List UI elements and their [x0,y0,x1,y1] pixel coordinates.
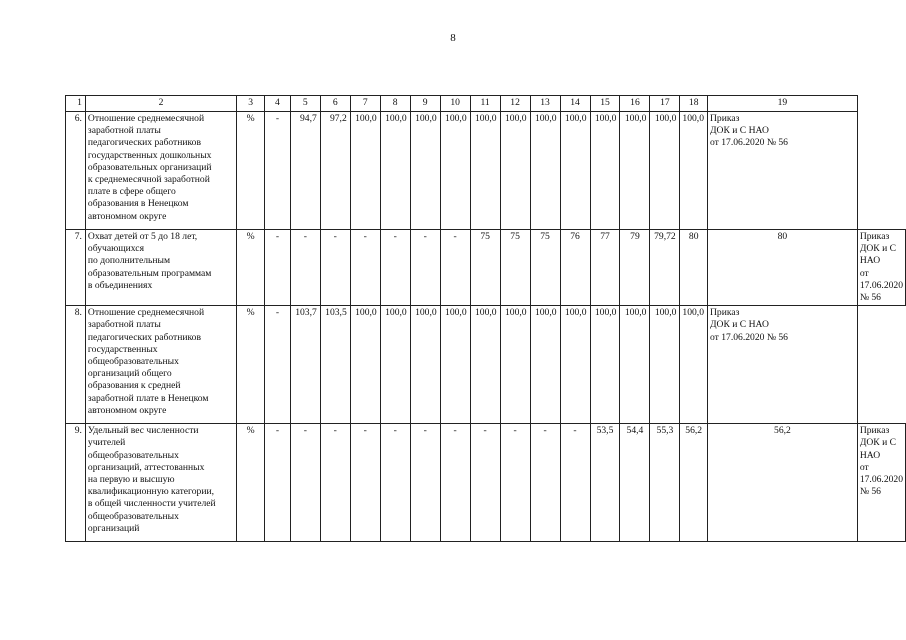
row-number: 9. [66,424,86,542]
header-cell: 10 [440,96,470,112]
unit-cell: % [237,424,265,542]
value-cell: 76 [560,230,590,306]
value-cell: 100,0 [380,112,410,230]
indicator-name: Охват детей от 5 до 18 лет, обучающихся по дополнительным образовательным программам в объединениях [85,230,236,306]
header-cell: 5 [290,96,320,112]
indicator-name: Удельный вес численности учителей общеобразовательных организаций, аттестованных на первую и высшую квалификационную категории, в общей численности учителей общеобразовательных организаций [85,424,236,542]
value-cell: 100,0 [680,306,708,424]
value-cell: - [265,112,291,230]
header-cell: 11 [470,96,500,112]
value-cell: - [410,230,440,306]
page-number: 8 [450,32,456,44]
indicator-name: Отношение среднемесячной заработной платы педагогических работников государственных общеобразовательных организаций общего образования к средней заработной плате в Ненецком автономном округе [85,306,236,424]
value-cell: 100,0 [410,306,440,424]
value-cell: 100,0 [440,112,470,230]
value-cell: - [265,424,291,542]
value-cell: 100,0 [560,306,590,424]
value-cell: 100,0 [590,306,620,424]
value-cell: - [320,230,350,306]
value-cell: 100,0 [350,112,380,230]
value-cell: 100,0 [620,306,650,424]
value-cell: 100,0 [380,306,410,424]
unit-cell: % [237,306,265,424]
table-row [66,306,906,424]
value-cell: 53,5 [590,424,620,542]
header-cell: 2 [85,96,236,112]
value-cell: 80 [708,230,858,306]
value-cell: 97,2 [320,112,350,230]
header-cell: 8 [380,96,410,112]
header-cell: 3 [237,96,265,112]
row-number: 8. [66,306,86,424]
value-cell: 100,0 [500,306,530,424]
value-cell: 100,0 [560,112,590,230]
value-cell: 100,0 [530,306,560,424]
value-cell: - [410,424,440,542]
value-cell: 56,2 [708,424,858,542]
value-cell: 100,0 [350,306,380,424]
header-row [66,96,906,112]
value-cell: 94,7 [290,112,320,230]
value-cell: - [350,230,380,306]
header-cell: 9 [410,96,440,112]
value-cell: - [290,424,320,542]
value-cell: - [380,424,410,542]
value-cell: 100,0 [530,112,560,230]
header-cell: 7 [350,96,380,112]
table-row [66,112,906,230]
value-cell: 79,72 [650,230,680,306]
value-cell: 75 [470,230,500,306]
value-cell: 100,0 [590,112,620,230]
value-cell: 100,0 [470,306,500,424]
value-cell: 77 [590,230,620,306]
source-cell: Приказ ДОК и С НАО от 17.06.2020 № 56 [708,306,858,424]
value-cell: 100,0 [470,112,500,230]
table-row [66,230,906,306]
value-cell: 100,0 [410,112,440,230]
value-cell: - [530,424,560,542]
row-number: 7. [66,230,86,306]
value-cell: - [500,424,530,542]
value-cell: 55,3 [650,424,680,542]
value-cell: - [290,230,320,306]
value-cell: - [470,424,500,542]
header-cell: 15 [590,96,620,112]
value-cell: 80 [680,230,708,306]
unit-cell: % [237,112,265,230]
header-cell: 1 [66,96,86,112]
source-cell: Приказ ДОК и С НАО от 17.06.2020 № 56 [708,112,858,230]
value-cell: 100,0 [500,112,530,230]
header-cell: 17 [650,96,680,112]
value-cell: - [320,424,350,542]
source-cell: Приказ ДОК и С НАО от 17.06.2020 № 56 [857,424,905,542]
value-cell: - [560,424,590,542]
unit-cell: % [237,230,265,306]
header-cell: 13 [530,96,560,112]
indicator-name: Отношение среднемесячной заработной платы педагогических работников государственных дошкольных образовательных организаций к среднемесячной заработной плате в сфере общего образования в Ненецком автономном округе [85,112,236,230]
value-cell: - [265,306,291,424]
value-cell: - [265,230,291,306]
value-cell: 100,0 [440,306,470,424]
value-cell: 103,7 [290,306,320,424]
value-cell: - [350,424,380,542]
value-cell: - [440,230,470,306]
header-cell: 16 [620,96,650,112]
value-cell: 75 [530,230,560,306]
header-cell: 19 [708,96,858,112]
value-cell: - [440,424,470,542]
value-cell: 100,0 [650,112,680,230]
header-cell: 12 [500,96,530,112]
source-cell: Приказ ДОК и С НАО от 17.06.2020 № 56 [857,230,905,306]
value-cell: 100,0 [680,112,708,230]
header-cell: 4 [265,96,291,112]
value-cell: 100,0 [650,306,680,424]
value-cell: 56,2 [680,424,708,542]
value-cell: - [380,230,410,306]
header-cell: 14 [560,96,590,112]
header-cell: 18 [680,96,708,112]
header-cell: 6 [320,96,350,112]
value-cell: 54,4 [620,424,650,542]
value-cell: 100,0 [620,112,650,230]
row-number: 6. [66,112,86,230]
value-cell: 75 [500,230,530,306]
value-cell: 103,5 [320,306,350,424]
table-row [66,424,906,542]
value-cell: 79 [620,230,650,306]
indicators-table [65,95,906,542]
